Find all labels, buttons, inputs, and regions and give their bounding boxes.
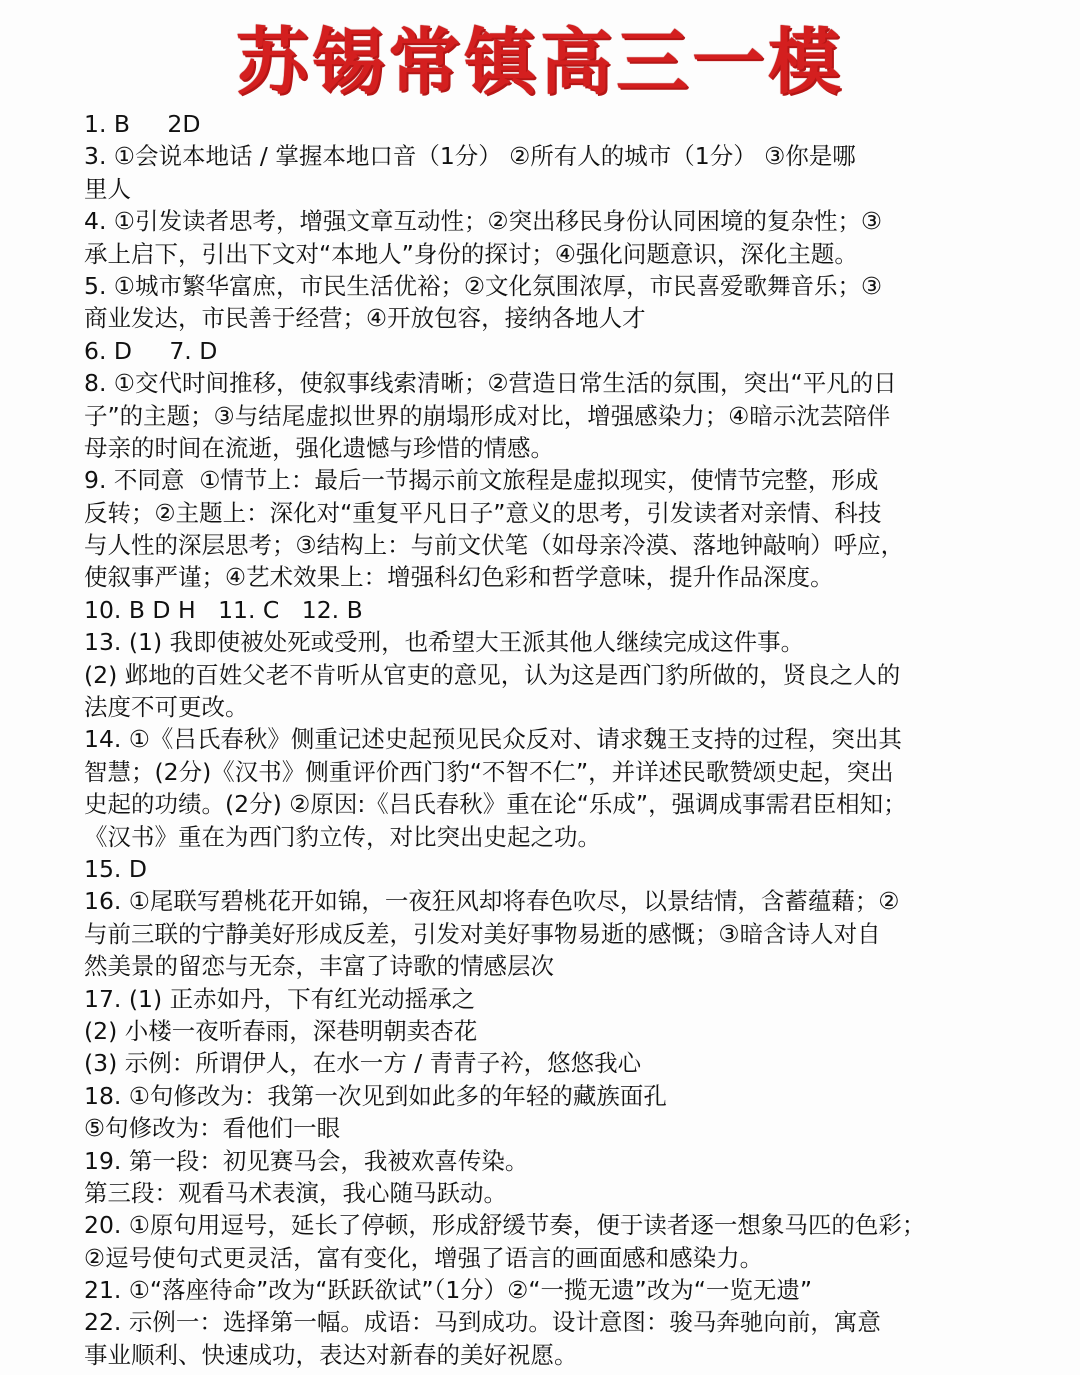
answer-line: 母亲的时间在流逝，强化遗憾与珍惜的情感。 xyxy=(84,433,554,462)
page-title: 苏锡常镇高三一模 xyxy=(235,20,844,104)
answer-line: 19. 第一段：初见赛马会，我被欢喜传染。 xyxy=(84,1146,529,1175)
answer-line: 21. ①“落座待命”改为“跃跃欲试”（1分）②“一揽无遗”改为“一览无遗” xyxy=(84,1276,813,1305)
answer-line: 与前三联的宁静美好形成反差，引发对美好事物易逝的感慨；③暗含诗人对自 xyxy=(84,919,881,948)
answer-line: 15. D xyxy=(84,854,147,883)
answer-line: 子”的主题；③与结尾虚拟世界的崩塌形成对比，增强感染力；④暗示沈芸陪伴 xyxy=(84,401,891,430)
answer-line: 10. B D H 11. C 12. B xyxy=(84,595,363,624)
answer-line: 17. (1) 正赤如丹，下有红光动摇承之 xyxy=(84,984,476,1013)
answer-line: 智慧；(2分)《汉书》侧重评价西门豹“不智不仁”，并详述民歌赞颂史起，突出 xyxy=(84,757,894,786)
answer-list xyxy=(84,108,954,1371)
answer-line: 史起的功绩。(2分) ②原因:《吕氏春秋》重在论“乐成”，强调成事需君臣相知； xyxy=(84,790,907,819)
answer-line: 与人性的深层思考；③结构上：与前文伏笔（如母亲冷漠、落地钟敲响）呼应， xyxy=(84,531,905,560)
answer-line: 14. ①《吕氏春秋》侧重记述史起预见民众反对、请求魏王支持的过程，突出其 xyxy=(84,725,902,754)
answer-line: 1. B 2D xyxy=(84,110,201,138)
answer-line: (2) 邺地的百姓父老不肯听从官吏的意见，认为这是西门豹所做的，贤良之人的 xyxy=(84,660,901,689)
answer-line: 6. D 7. D xyxy=(84,336,218,365)
answer-line: 4. ①引发读者思考，增强文章互动性；②突出移民身份认同困境的复杂性；③ xyxy=(84,207,883,236)
answer-line: (3) 示例：所谓伊人，在水一方 / 青青子衿，悠悠我心 xyxy=(84,1049,642,1078)
answer-line: ②逗号使句式更灵活，富有变化，增强了语言的画面感和感染力。 xyxy=(84,1243,764,1272)
answer-line: ⑤句修改为：看他们一眼 xyxy=(84,1114,341,1143)
answer-line: 《汉书》重在为西门豹立传，对比突出史起之功。 xyxy=(84,822,601,851)
answer-line: 3. ①会说本地话 / 掌握本地口音（1分） ②所有人的城市（1分） ③你是哪 xyxy=(84,142,856,171)
answer-line: 9. 不同意 ①情节上：最后一节揭示前文旅程是虚拟现实，使情节完整，形成 xyxy=(84,466,879,495)
answer-line: 16. ①尾联写碧桃花开如锦，一夜狂风却将春色吹尽，以景结情，含蓄蕴藉；② xyxy=(84,887,900,916)
answer-line: 事业顺利、快速成功，表达对新春的美好祝愿。 xyxy=(84,1340,578,1369)
answer-line: 第三段：观看马术表演，我心随马跃动。 xyxy=(84,1178,507,1207)
answer-line: 商业发达，市民善于经营；④开放包容，接纳各地人才 xyxy=(84,304,646,333)
answer-line: (2) 小楼一夜听春雨，深巷明朝卖杏花 xyxy=(84,1016,478,1045)
answer-line: 法度不可更改。 xyxy=(84,693,249,722)
answer-line: 然美景的留恋与无奈，丰富了诗歌的情感层次 xyxy=(84,952,554,981)
answer-line: 22. 示例一：选择第一幅。成语：马到成功。设计意图：骏马奔驰向前，寓意 xyxy=(84,1308,881,1337)
answer-line: 里人 xyxy=(84,174,131,203)
answer-line: 8. ①交代时间推移，使叙事线索清晰；②营造日常生活的氛围，突出“平凡的日 xyxy=(84,369,897,398)
answer-line: 反转；②主题上：深化对“重复平凡日子”意义的思考，引发读者对亲情、科技 xyxy=(84,498,882,527)
answer-line: 18. ①句修改为：我第一次见到如此多的年轻的藏族面孔 xyxy=(84,1081,667,1110)
answer-line: 13. (1) 我即使被处死或受刑，也希望大王派其他人继续完成这件事。 xyxy=(84,628,805,657)
answer-line: 5. ①城市繁华富庶，市民生活优裕；②文化氛围浓厚，市民喜爱歌舞音乐；③ xyxy=(84,271,883,300)
answer-line: 承上启下，引出下文对“本地人”身份的探讨；④强化问题意识，深化主题。 xyxy=(84,239,858,268)
answer-line: 使叙事严谨；④艺术效果上：增强科幻色彩和哲学意味，提升作品深度。 xyxy=(84,563,834,592)
answer-line: 20. ①原句用逗号，延长了停顿，形成舒缓节奏，便于读者逐一想象马匹的色彩； xyxy=(84,1211,926,1240)
